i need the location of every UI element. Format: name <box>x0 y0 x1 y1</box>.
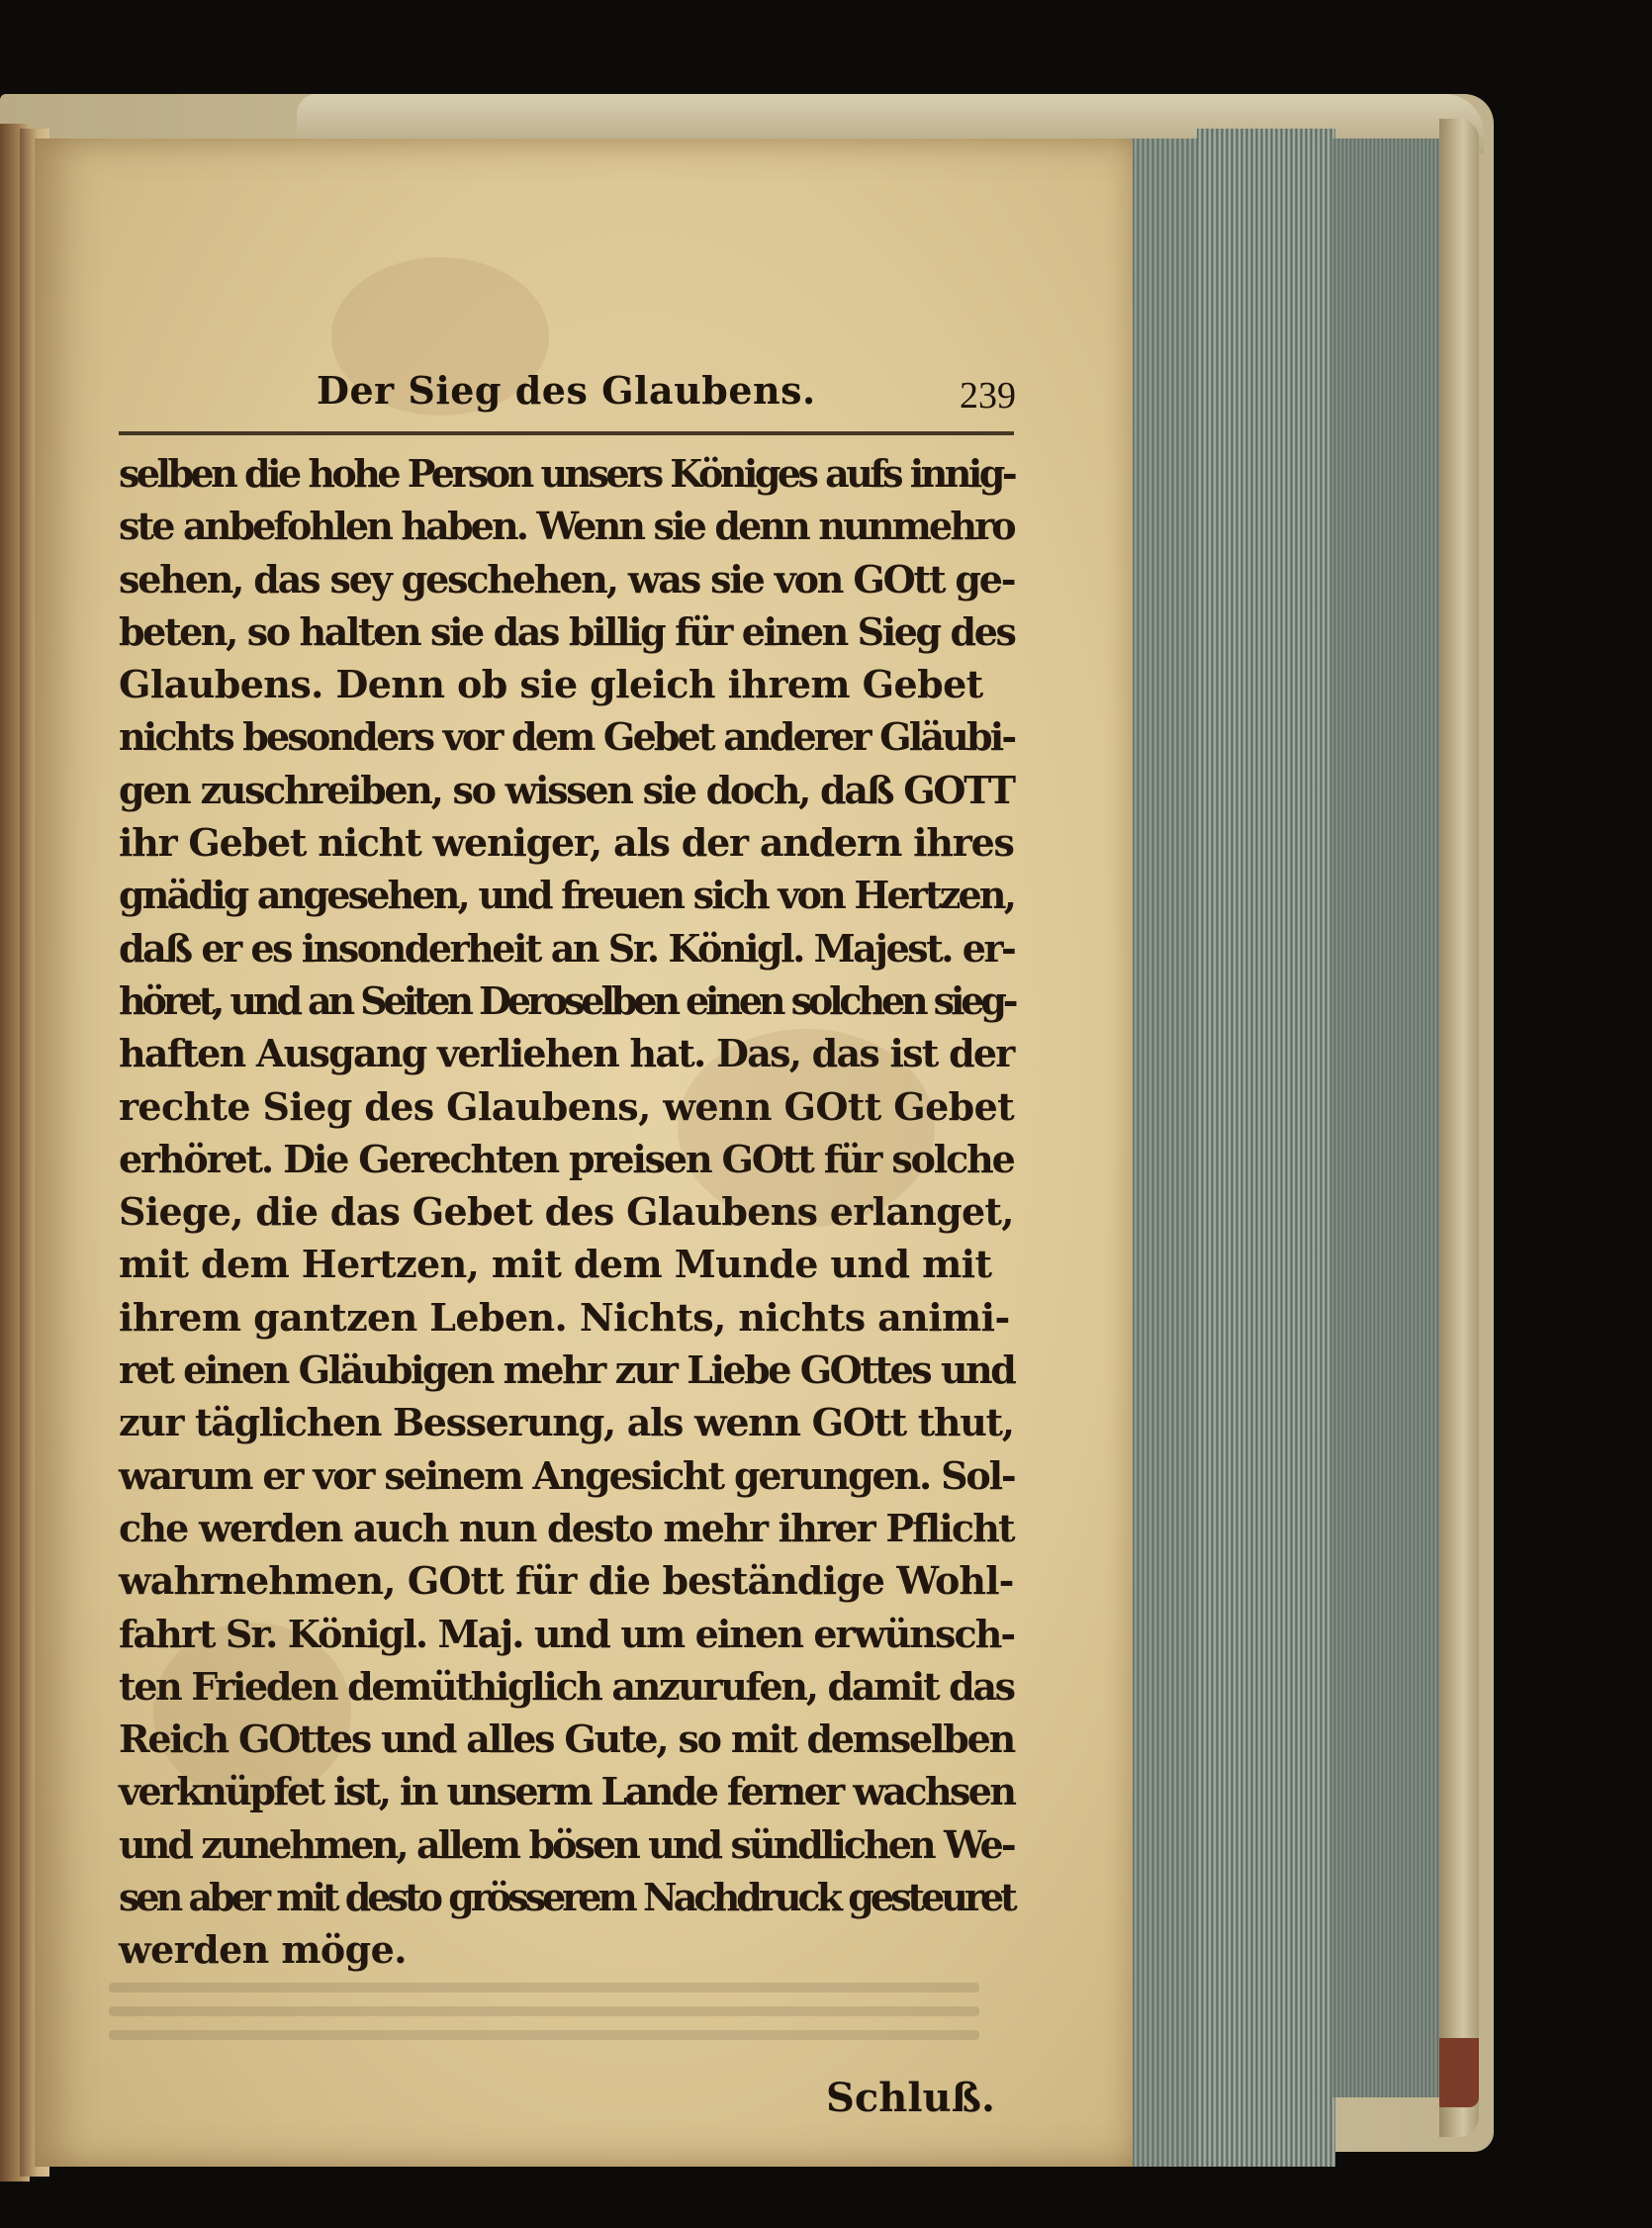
catchword: Schluß. <box>826 2075 995 2121</box>
body-text <box>119 447 1014 1977</box>
show-through-text <box>109 1969 979 2058</box>
text-line: Reich GOttes und alles Gute, so mit demselben <box>119 1717 1014 1762</box>
text-line: Glaubens. Denn ob sie gleich ihrem Gebet <box>119 662 983 707</box>
text-line: nichts besonders vor dem Gebet anderer Gläubi- <box>119 714 1015 760</box>
text-line: sen aber mit desto grösserem Nachdruck gesteuret <box>119 1875 1014 1920</box>
text-line: werden möge. <box>119 1927 407 1973</box>
text-line: und zunehmen, allem bösen und sündlichen We- <box>119 1821 1014 1867</box>
text-line: rechte Sieg des Glaubens, wenn GOtt Gebet <box>119 1083 1015 1129</box>
text-line: beten, so halten sie das billig für einen Sieg des <box>119 608 1015 654</box>
text-line: haften Ausgang verliehen hat. Das, das ist der <box>119 1031 1014 1076</box>
text-line: ret einen Gläubigen mehr zur Liebe GOttes und <box>119 1347 1015 1393</box>
text-line: che werden auch nun desto mehr ihrer Pflicht <box>119 1505 1014 1550</box>
page-number: 239 <box>960 375 1016 417</box>
running-title: Der Sieg des Glaubens. <box>317 368 816 413</box>
text-line: ihrem gantzen Leben. Nichts, nichts animi- <box>119 1294 1010 1340</box>
text-line: zur täglichen Besserung, als wenn GOtt thut, <box>119 1400 1014 1445</box>
page-edges <box>1128 139 1202 2167</box>
text-line: gen zuschreiben, so wissen sie doch, daß GOTT <box>119 767 1014 812</box>
page-header <box>317 368 1088 419</box>
text-line: Siege, die das Gebet des Glaubens erlanget, <box>119 1189 1014 1235</box>
text-line: warum er vor seinem Angesicht gerungen. Sol- <box>119 1452 1015 1498</box>
text-line: daß er es insonderheit an Sr. Königl. Majest. er- <box>119 925 1015 971</box>
page-edges-back <box>1331 139 1449 2097</box>
text-line: höret, und an Seiten Deroselben einen solchen sieg- <box>119 977 1015 1023</box>
text-line: fahrt Sr. Königl. Maj. und um einen erwünsch- <box>119 1611 1015 1656</box>
text-line: ste anbefohlen haben. Wenn sie denn nunmehro <box>119 504 1014 549</box>
text-line: selben die hohe Person unsers Königes aufs innig- <box>119 451 1015 496</box>
text-line: wahrnehmen, GOtt für die beständige Wohl- <box>119 1558 1014 1604</box>
book-page <box>35 139 1133 2167</box>
text-line: gnädig angesehen, und freuen sich von Hertzen, <box>119 873 1015 918</box>
text-line: mit dem Hertzen, mit dem Munde und mit <box>119 1242 992 1287</box>
cover-edge <box>1439 119 1479 2137</box>
text-line: ten Frieden demüthiglich anzurufen, damit das <box>119 1663 1014 1709</box>
page-edges-block <box>1197 129 1335 2167</box>
text-line: verknüpfet ist, in unserm Lande ferner wachsen <box>119 1769 1015 1814</box>
text-line: ihr Gebet nicht weniger, als der andern ihres <box>119 820 1014 866</box>
header-rule <box>119 431 1014 435</box>
text-line: erhöret. Die Gerechten preisen GOtt für solche <box>119 1136 1014 1181</box>
text-line: sehen, das sey geschehen, was sie von GOtt ge- <box>119 556 1015 602</box>
red-binding-corner <box>1439 2038 1479 2107</box>
